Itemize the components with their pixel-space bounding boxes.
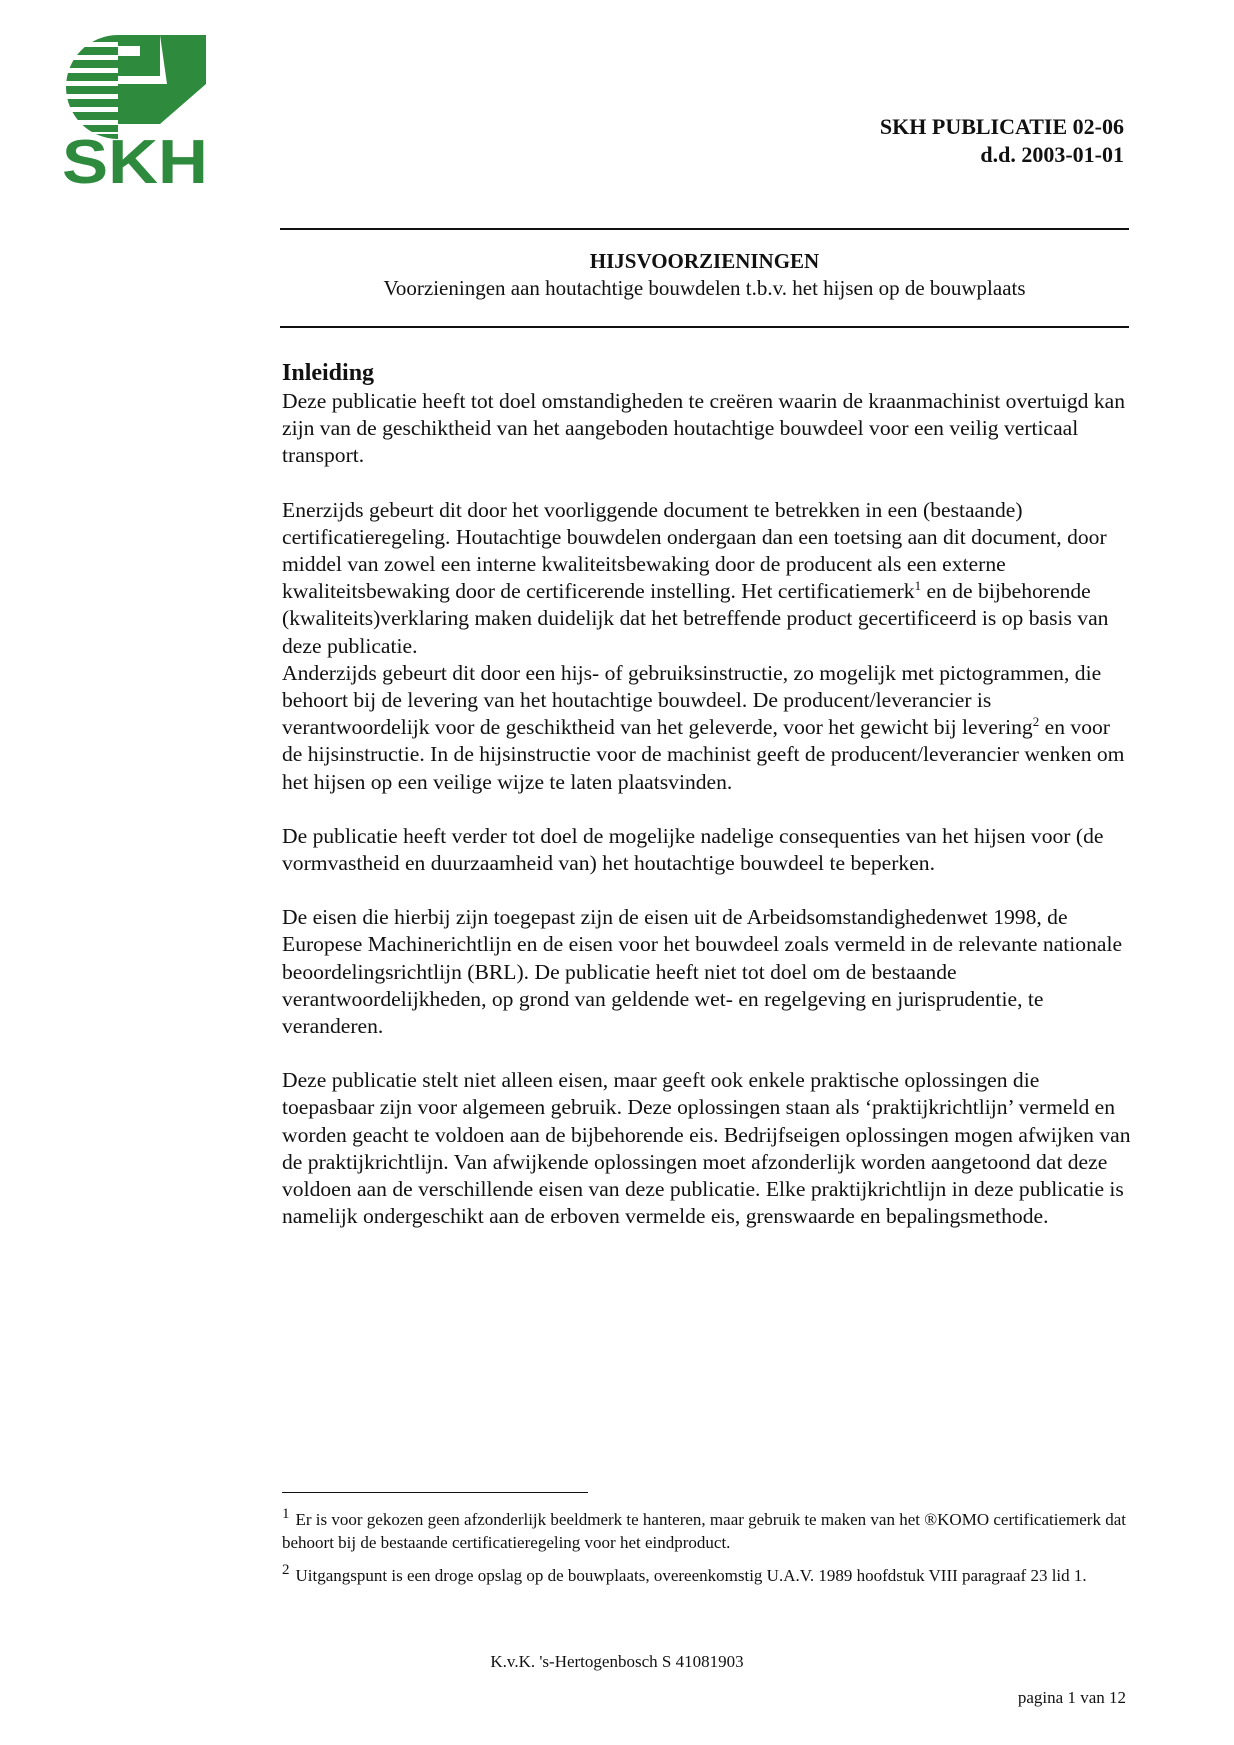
footnote-2-text: Uitgangspunt is een droge opslag op de bouwplaats, overeenkomstig U.A.V. 1989 hoofdstuk VIII paragraaf 23 lid 1. [295, 1566, 1087, 1585]
footnote-1-text: Er is voor gekozen geen afzonderlijk beeldmerk te hanteren, maar gebruik te maken van het ®KOMO certificatiemerk dat behoort bij de bestaande certificatieregeling voor het eindproduct. [282, 1510, 1126, 1552]
paragraph-2-part-a: Enerzijds gebeurt dit door het voorliggende document te betrekken in een (bestaande) certificatieregeling. Houtachtige bouwdelen ondergaan dan een toetsing aan dit document, door middel van zowel een interne kwaliteitsbewaking door de producent als een externe kwaliteitsbewaking door de certificerende instelling. Het certificatiemerk [282, 497, 1107, 604]
title-bottom-rule [280, 326, 1129, 328]
skh-logo [62, 32, 210, 186]
paragraph-3-part-b: en voor de hijsinstructie. In de hijsinstructie voor de machinist geeft de producent/leverancier wenken om het hijsen op een veilige wijze te laten plaatsvinden. [282, 715, 1125, 794]
footer-registration: K.v.K. 's-Hertogenbosch S 41081903 [490, 1652, 744, 1671]
footnote-2 [282, 1564, 1132, 1587]
page-number: pagina 1 van 12 [1017, 1688, 1126, 1707]
paragraph-2-part-b: en de bijbehorende (kwaliteits)verklaring maken duidelijk dat het betreffende product gecertificeerd is op basis van deze publicatie. [282, 579, 1109, 658]
document-title: HIJSVOORZIENINGEN [589, 249, 820, 273]
footnotes [282, 1508, 1132, 1597]
section-heading: Inleiding [282, 360, 375, 386]
paragraph-2 [282, 497, 1132, 660]
main-content [282, 358, 1132, 1230]
footnote-1 [282, 1508, 1132, 1554]
publication-date: d.d. 2003-01-01 [980, 142, 1124, 167]
footnote-2-number: 2 [282, 1562, 290, 1578]
paragraph-5: De eisen die hierbij zijn toegepast zijn de eisen uit de Arbeidsomstandighedenwet 1998, de Europese Machinerichtlijn en de eisen voor het bouwdeel zoals vermeld in de relevante nationale beoordelingsrichtlijn (BRL). De publicatie heeft niet tot doel om de bestaande verantwoordelijkheden, op grond van geldende wet- en regelgeving en jurisprudentie, te veranderen. [282, 905, 1123, 1039]
publication-number: SKH PUBLICATIE 02-06 [879, 114, 1124, 139]
document-subtitle: Voorzieningen aan houtachtige bouwdelen t.b.v. het hijsen op de bouwplaats [383, 276, 1026, 300]
paragraph-6: Deze publicatie stelt niet alleen eisen, maar geeft ook enkele praktische oplossingen die toepasbaar zijn voor algemeen gebruik. Deze oplossingen staan als ‘praktijkrichtlijn’ vermeld en worden geacht te voldoen aan de bijbehorende eis. Bedrijfseigen oplossingen mogen afwijken van de praktijkrichtlijn. Van afwijkende oplossingen moet afzonderlijk worden aangetoond dat deze voldoen aan de verschillende eisen van deze publicatie. Elke praktijkrichtlijn in deze publicatie is namelijk ondergeschikt aan de erboven vermelde eis, grenswaarde en bepalingsmethode. [282, 1068, 1131, 1229]
title-top-rule [280, 228, 1129, 230]
logo-text: SKH [62, 128, 208, 186]
title-block [280, 248, 1129, 302]
footnote-1-number: 1 [282, 1506, 290, 1522]
paragraph-1: Deze publicatie heeft tot doel omstandigheden te creëren waarin de kraanmachinist overtuigd kan zijn van de geschiktheid van het aangeboden houtachtige bouwdeel voor een veilig verticaal transport. [282, 389, 1126, 468]
paragraph-4: De publicatie heeft verder tot doel de mogelijke nadelige consequenties van het hijsen voor (de vormvastheid en duurzaamheid van) het houtachtige bouwdeel te beperken. [282, 823, 1104, 876]
footnote-ref-1: 1 [914, 578, 922, 594]
paragraph-3 [282, 660, 1132, 796]
footnote-separator [282, 1492, 588, 1493]
paragraph-3-part-a: Anderzijds gebeurt dit door een hijs- of gebruiksinstructie, zo mogelijk met pictogrammen, die behoort bij de levering van het houtachtige bouwdeel. De producent/leverancier is verantwoordelijk voor de geschiktheid van het geleverde, voor het gewicht bij levering [282, 660, 1102, 740]
document-header [880, 113, 1124, 169]
footnote-ref-2: 2 [1032, 714, 1040, 730]
